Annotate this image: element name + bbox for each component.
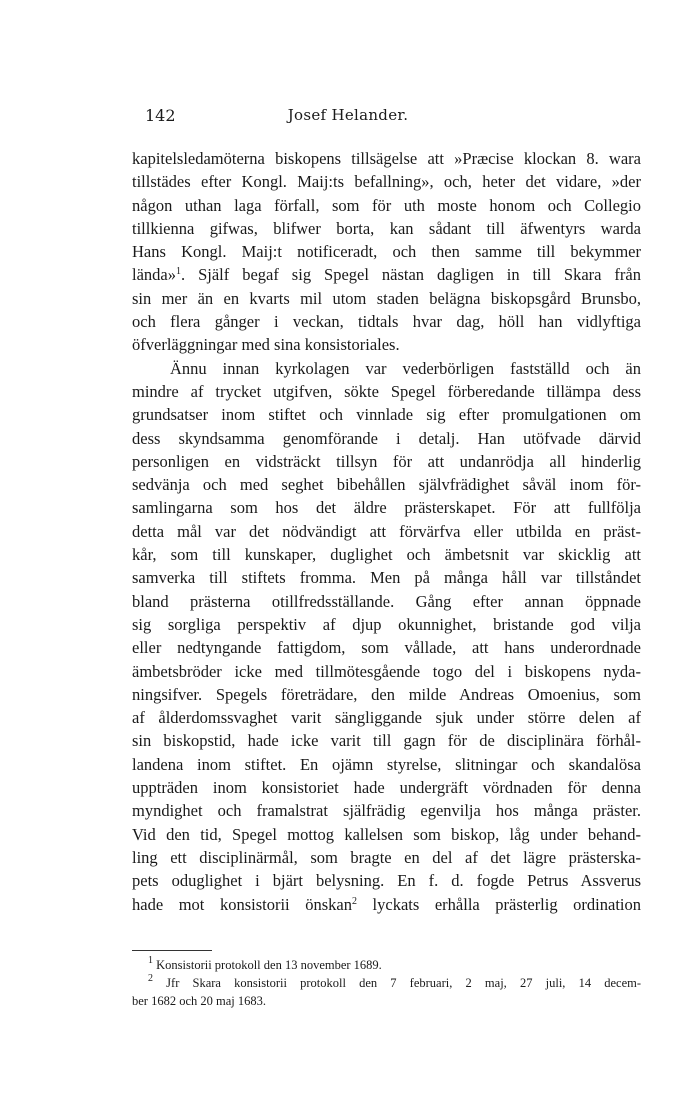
text-line: grundsatser inom stiftet och vinnlade sig efter promulgationen om: [132, 405, 641, 425]
text-line: sedvänja och med seghet bibehållen självfrädighet såväl inom för-: [132, 475, 641, 495]
text-line: personligen en vidsträckt tillsyn för att undanrödja all hinderlig: [132, 451, 641, 471]
footnote: [132, 974, 641, 992]
page-header: [0, 106, 696, 130]
text-line: sin mer än en kvarts mil utom staden belägna biskopsgård Brunsbo,: [132, 288, 641, 308]
text-line: samverka till stiftets fromma. Men på många håll var tillståndet: [132, 568, 641, 588]
text-line: öfverläggningar med sina konsistoriales.: [132, 335, 400, 355]
text-line: tillkienna gifwas, blifwer borta, kan sådant till äfwentyrs warda: [132, 218, 641, 238]
text-line: landena inom stiftet. En ojämn styrelse, slitningar och skandalösa: [132, 754, 641, 774]
footnote: [132, 956, 641, 974]
text-line: sig sorgliga perspektiv af djup okunnighet, bristande god vilja: [132, 614, 641, 634]
page-number: 142: [145, 106, 176, 125]
text-line: myndighet och framalstrat själfrädig egenvilja hos många präster.: [132, 801, 641, 821]
text-line: och flera gånger i veckan, tidtals hvar dag, höll han vidlyftiga: [132, 312, 641, 332]
text-line: [132, 893, 641, 916]
text-line: ningsifver. Spegels företrädare, den milde Andreas Omoenius, som: [132, 684, 641, 704]
body-text: [132, 147, 641, 916]
footnote-mark: 1: [148, 955, 153, 966]
text-line: pets oduglighet i bjärt belysning. En f. d. fogde Petrus Assverus: [132, 871, 641, 891]
text-line: någon uthan laga förfall, som för uth moste honom och Collegio: [132, 195, 641, 215]
text-line: kapitelsledamöterna biskopens tillsägelse att »Præcise klockan 8. wara: [132, 149, 641, 168]
text-line: lända»$^1$. Själf begaf sig Spegel nästan dagligen in till Skara från: [132, 265, 641, 285]
footnotes: [132, 956, 641, 1010]
footnote-ref: 1: [175, 266, 181, 278]
text-fragment: lyckats erhålla prästerlig ordination: [372, 894, 641, 914]
text-line: ling ett disciplinärmål, som bragte en del af det lägre prästerska-: [132, 847, 641, 867]
text-fragment: Själf begaf sig Spegel nästan dagligen in till Skara från: [198, 265, 641, 285]
text-line: samlingarna som hos det äldre prästerskapet. För att fullfölja: [132, 498, 641, 518]
text-line: sin biskopstid, hade icke varit till gagn för de disciplinära förhål-: [132, 731, 641, 751]
text-fragment: hade mot konsistorii önskan: [132, 894, 352, 914]
text-fragment: lända»: [132, 265, 176, 285]
text-line: af ålderdomssvaghet varit sängliggande sjuk under större delen af: [132, 708, 641, 728]
text-line: mindre af trycket utgifven, sökte Spegel förberedande tillämpa dess: [132, 381, 641, 401]
running-title: Josef Helander.: [287, 106, 409, 124]
text-line: dess skyndsamma genomförande i detalj. Han utöfvade därvid: [132, 428, 641, 448]
footnote-continuation: ber 1682 och 20 maj 1683.: [132, 994, 267, 1008]
footnote-ref: 2: [351, 895, 357, 907]
footnote-separator: [132, 950, 212, 951]
footnote-mark: 2: [148, 973, 153, 984]
text-line: kår, som till kunskaper, duglighet och ämbetsnit var skicklig att: [132, 545, 641, 565]
text-line: Ännu innan kyrkolagen var vederbörligen fastställd och än: [170, 358, 641, 378]
text-line: Vid den tid, Spegel mottog kallelsen som biskop, låg under behand-: [132, 824, 641, 844]
text-line: eller nedtyngande fattigdom, som vållade, att hans underordnade: [132, 638, 641, 658]
text-line: tillstädes efter Kongl. Maij:ts befallning», och, heter det vidare, »der: [132, 172, 641, 192]
text-line: bland prästerna otillfredsställande. Gång efter annan öppnade: [132, 591, 641, 611]
text-line: detta mål var det nödvändigt att förvärfva eller utbilda en präst-: [132, 521, 641, 541]
text-line: Hans Kongl. Maij:t notificeradt, och then samme till bekymmer: [132, 242, 641, 262]
text-line: uppträden inom konsistoriet hade undergräft vördnaden för denna: [132, 778, 641, 798]
text-line: ämbetsbröder icke med tillmötesgående togo del i biskopens nyda-: [132, 661, 641, 681]
footnote-text: Jfr Skara konsistorii protokoll den 7 februari, 2 maj, 27 juli, 14 decem-: [166, 976, 642, 990]
footnote-text: Konsistorii protokoll den 13 november 1689.: [156, 958, 382, 972]
